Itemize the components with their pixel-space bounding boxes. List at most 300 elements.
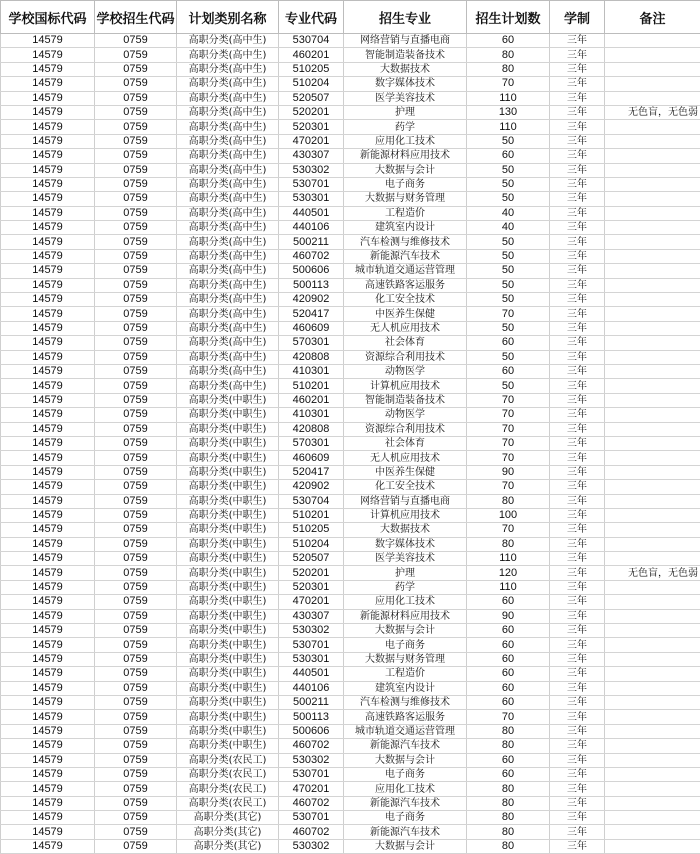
cell-plan-category: 高职分类(中职生) [177,695,279,709]
table-row [1,566,700,580]
cell-remarks [605,652,700,666]
cell-school-national-code: 14579 [1,652,95,666]
cell-major-code: 460201 [279,393,344,407]
cell-school-admission-code: 0759 [95,77,177,91]
cell-plan-category: 高职分类(中职生) [177,667,279,681]
table-row [1,825,700,839]
cell-major-name: 应用化工技术 [344,595,467,609]
cell-plan-category: 高职分类(高中生) [177,293,279,307]
table-row [1,264,700,278]
cell-major-code: 460702 [279,249,344,263]
cell-plan-count: 80 [467,796,550,810]
cell-remarks [605,638,700,652]
cell-school-admission-code: 0759 [95,839,177,853]
cell-school-national-code: 14579 [1,508,95,522]
table-row [1,62,700,76]
table-row [1,221,700,235]
cell-plan-category: 高职分类(高中生) [177,177,279,191]
cell-major-name: 城市轨道交通运营管理 [344,264,467,278]
cell-plan-count: 80 [467,739,550,753]
cell-duration: 三年 [550,134,605,148]
cell-school-national-code: 14579 [1,278,95,292]
cell-major-name: 电子商务 [344,811,467,825]
cell-plan-count: 70 [467,307,550,321]
table-row [1,552,700,566]
cell-remarks [605,321,700,335]
cell-school-admission-code: 0759 [95,796,177,810]
cell-remarks [605,796,700,810]
cell-plan-count: 70 [467,710,550,724]
cell-school-admission-code: 0759 [95,566,177,580]
cell-remarks [605,767,700,781]
cell-school-admission-code: 0759 [95,249,177,263]
cell-remarks [605,753,700,767]
cell-remarks [605,62,700,76]
cell-remarks [605,681,700,695]
cell-plan-count: 110 [467,580,550,594]
cell-school-national-code: 14579 [1,609,95,623]
cell-school-admission-code: 0759 [95,206,177,220]
cell-school-admission-code: 0759 [95,465,177,479]
cell-school-national-code: 14579 [1,739,95,753]
cell-school-admission-code: 0759 [95,192,177,206]
cell-school-admission-code: 0759 [95,163,177,177]
table-row [1,307,700,321]
cell-plan-count: 50 [467,293,550,307]
cell-plan-category: 高职分类(高中生) [177,192,279,206]
cell-school-national-code: 14579 [1,91,95,105]
cell-duration: 三年 [550,206,605,220]
cell-remarks [605,580,700,594]
table-row [1,609,700,623]
table-row [1,652,700,666]
cell-plan-count: 50 [467,235,550,249]
cell-plan-category: 高职分类(中职生) [177,681,279,695]
cell-remarks [605,595,700,609]
cell-school-national-code: 14579 [1,163,95,177]
cell-major-name: 新能源汽车技术 [344,249,467,263]
cell-school-admission-code: 0759 [95,336,177,350]
cell-school-admission-code: 0759 [95,739,177,753]
cell-plan-count: 50 [467,379,550,393]
cell-major-name: 大数据技术 [344,523,467,537]
cell-major-name: 无人机应用技术 [344,451,467,465]
cell-school-national-code: 14579 [1,638,95,652]
cell-major-code: 500113 [279,278,344,292]
cell-major-code: 510201 [279,379,344,393]
cell-major-code: 510201 [279,508,344,522]
header-duration: 学制 [550,1,605,34]
cell-major-name: 工程造价 [344,667,467,681]
cell-school-national-code: 14579 [1,695,95,709]
cell-school-admission-code: 0759 [95,638,177,652]
cell-school-national-code: 14579 [1,537,95,551]
cell-plan-count: 50 [467,278,550,292]
cell-plan-category: 高职分类(中职生) [177,624,279,638]
cell-major-name: 新能源材料应用技术 [344,609,467,623]
cell-duration: 三年 [550,336,605,350]
cell-major-name: 护理 [344,566,467,580]
table-row [1,408,700,422]
cell-duration: 三年 [550,523,605,537]
table-row [1,451,700,465]
table-row [1,149,700,163]
cell-duration: 三年 [550,667,605,681]
cell-school-national-code: 14579 [1,436,95,450]
cell-plan-count: 70 [467,480,550,494]
cell-major-code: 420902 [279,293,344,307]
cell-plan-count: 60 [467,34,550,48]
cell-remarks [605,336,700,350]
cell-major-code: 440106 [279,221,344,235]
cell-duration: 三年 [550,710,605,724]
cell-plan-category: 高职分类(中职生) [177,494,279,508]
cell-plan-category: 高职分类(中职生) [177,580,279,594]
cell-remarks [605,523,700,537]
cell-school-admission-code: 0759 [95,350,177,364]
cell-school-admission-code: 0759 [95,480,177,494]
cell-major-name: 大数据与会计 [344,163,467,177]
cell-plan-category: 高职分类(中职生) [177,710,279,724]
cell-duration: 三年 [550,552,605,566]
table-row [1,811,700,825]
cell-school-national-code: 14579 [1,480,95,494]
cell-plan-category: 高职分类(中职生) [177,552,279,566]
cell-major-code: 420902 [279,480,344,494]
table-row [1,422,700,436]
cell-major-name: 药学 [344,120,467,134]
header-plan-category: 计划类别名称 [177,1,279,34]
cell-major-name: 医学美容技术 [344,552,467,566]
cell-remarks [605,34,700,48]
cell-school-national-code: 14579 [1,293,95,307]
cell-remarks [605,177,700,191]
cell-plan-category: 高职分类(中职生) [177,436,279,450]
cell-major-code: 530704 [279,494,344,508]
cell-remarks [605,724,700,738]
cell-school-national-code: 14579 [1,552,95,566]
cell-major-code: 420808 [279,422,344,436]
cell-remarks [605,624,700,638]
cell-major-code: 500606 [279,724,344,738]
cell-plan-category: 高职分类(高中生) [177,105,279,119]
cell-major-name: 新能源汽车技术 [344,796,467,810]
cell-plan-count: 70 [467,393,550,407]
cell-remarks [605,235,700,249]
cell-plan-category: 高职分类(农民工) [177,753,279,767]
cell-duration: 三年 [550,105,605,119]
cell-major-code: 530701 [279,177,344,191]
cell-major-name: 医学美容技术 [344,91,467,105]
cell-plan-count: 50 [467,177,550,191]
cell-school-admission-code: 0759 [95,91,177,105]
cell-school-admission-code: 0759 [95,436,177,450]
cell-major-name: 中医养生保健 [344,307,467,321]
table-row [1,206,700,220]
cell-plan-count: 50 [467,163,550,177]
cell-school-national-code: 14579 [1,710,95,724]
cell-plan-category: 高职分类(高中生) [177,62,279,76]
cell-plan-category: 高职分类(中职生) [177,609,279,623]
header-major-code: 专业代码 [279,1,344,34]
cell-plan-category: 高职分类(高中生) [177,163,279,177]
cell-school-national-code: 14579 [1,307,95,321]
cell-school-admission-code: 0759 [95,364,177,378]
table-row [1,48,700,62]
cell-school-national-code: 14579 [1,336,95,350]
cell-school-admission-code: 0759 [95,408,177,422]
cell-duration: 三年 [550,48,605,62]
cell-school-admission-code: 0759 [95,494,177,508]
cell-duration: 三年 [550,307,605,321]
cell-school-national-code: 14579 [1,393,95,407]
cell-school-national-code: 14579 [1,782,95,796]
cell-plan-category: 高职分类(其它) [177,839,279,853]
table-row [1,336,700,350]
cell-duration: 三年 [550,537,605,551]
cell-major-code: 460702 [279,825,344,839]
table-row [1,739,700,753]
cell-plan-category: 高职分类(中职生) [177,739,279,753]
cell-plan-count: 60 [467,364,550,378]
cell-duration: 三年 [550,465,605,479]
cell-plan-count: 110 [467,552,550,566]
cell-plan-category: 高职分类(农民工) [177,796,279,810]
cell-plan-count: 60 [467,667,550,681]
cell-school-national-code: 14579 [1,624,95,638]
cell-school-national-code: 14579 [1,681,95,695]
cell-plan-count: 70 [467,408,550,422]
cell-duration: 三年 [550,825,605,839]
cell-duration: 三年 [550,580,605,594]
cell-duration: 三年 [550,149,605,163]
table-row [1,695,700,709]
cell-remarks [605,451,700,465]
cell-remarks [605,134,700,148]
cell-major-code: 510205 [279,62,344,76]
cell-remarks: 无色盲，无色弱 [605,566,700,580]
cell-duration: 三年 [550,364,605,378]
cell-remarks [605,163,700,177]
cell-major-name: 电子商务 [344,177,467,191]
cell-school-admission-code: 0759 [95,609,177,623]
cell-duration: 三年 [550,221,605,235]
cell-plan-count: 100 [467,508,550,522]
cell-school-admission-code: 0759 [95,782,177,796]
cell-duration: 三年 [550,393,605,407]
cell-school-national-code: 14579 [1,177,95,191]
cell-remarks [605,537,700,551]
cell-plan-count: 60 [467,695,550,709]
cell-remarks [605,364,700,378]
cell-major-name: 大数据与财务管理 [344,192,467,206]
cell-remarks [605,811,700,825]
cell-major-code: 460609 [279,451,344,465]
cell-major-code: 420808 [279,350,344,364]
cell-major-name: 计算机应用技术 [344,508,467,522]
cell-school-admission-code: 0759 [95,120,177,134]
cell-school-admission-code: 0759 [95,710,177,724]
cell-school-national-code: 14579 [1,235,95,249]
cell-remarks [605,221,700,235]
cell-duration: 三年 [550,681,605,695]
cell-duration: 三年 [550,695,605,709]
cell-plan-count: 60 [467,149,550,163]
cell-major-code: 570301 [279,436,344,450]
cell-school-national-code: 14579 [1,839,95,853]
table-row [1,523,700,537]
cell-remarks: 无色盲，无色弱 [605,105,700,119]
cell-duration: 三年 [550,264,605,278]
cell-duration: 三年 [550,120,605,134]
cell-school-admission-code: 0759 [95,393,177,407]
cell-duration: 三年 [550,566,605,580]
cell-major-code: 430307 [279,149,344,163]
cell-school-national-code: 14579 [1,120,95,134]
cell-plan-category: 高职分类(高中生) [177,249,279,263]
cell-duration: 三年 [550,595,605,609]
cell-remarks [605,480,700,494]
cell-school-national-code: 14579 [1,408,95,422]
cell-school-admission-code: 0759 [95,753,177,767]
cell-major-name: 汽车检测与维修技术 [344,695,467,709]
cell-remarks [605,293,700,307]
table-row [1,724,700,738]
cell-plan-count: 60 [467,652,550,666]
cell-school-national-code: 14579 [1,105,95,119]
cell-plan-count: 50 [467,249,550,263]
cell-major-name: 计算机应用技术 [344,379,467,393]
cell-school-national-code: 14579 [1,221,95,235]
cell-school-admission-code: 0759 [95,221,177,235]
cell-remarks [605,393,700,407]
cell-remarks [605,552,700,566]
cell-plan-count: 50 [467,321,550,335]
cell-major-code: 460201 [279,48,344,62]
cell-remarks [605,149,700,163]
cell-remarks [605,48,700,62]
cell-remarks [605,192,700,206]
cell-major-name: 应用化工技术 [344,782,467,796]
cell-plan-category: 高职分类(其它) [177,825,279,839]
cell-duration: 三年 [550,652,605,666]
cell-duration: 三年 [550,321,605,335]
cell-school-admission-code: 0759 [95,278,177,292]
cell-remarks [605,508,700,522]
cell-plan-category: 高职分类(高中生) [177,379,279,393]
cell-school-national-code: 14579 [1,77,95,91]
cell-major-name: 化工安全技术 [344,480,467,494]
cell-major-code: 530302 [279,839,344,853]
cell-school-admission-code: 0759 [95,825,177,839]
cell-duration: 三年 [550,293,605,307]
cell-plan-count: 50 [467,350,550,364]
cell-school-national-code: 14579 [1,62,95,76]
cell-remarks [605,91,700,105]
table-row [1,710,700,724]
cell-plan-count: 70 [467,77,550,91]
cell-major-code: 430307 [279,609,344,623]
table-row [1,393,700,407]
cell-school-national-code: 14579 [1,149,95,163]
cell-plan-category: 高职分类(中职生) [177,537,279,551]
cell-remarks [605,264,700,278]
cell-plan-count: 60 [467,681,550,695]
cell-school-admission-code: 0759 [95,523,177,537]
cell-plan-count: 120 [467,566,550,580]
cell-school-national-code: 14579 [1,724,95,738]
cell-major-name: 数字媒体技术 [344,537,467,551]
cell-plan-category: 高职分类(中职生) [177,451,279,465]
cell-major-name: 高速铁路客运服务 [344,710,467,724]
cell-duration: 三年 [550,624,605,638]
cell-major-code: 520507 [279,91,344,105]
cell-major-name: 化工安全技术 [344,293,467,307]
cell-duration: 三年 [550,379,605,393]
cell-school-admission-code: 0759 [95,321,177,335]
cell-plan-count: 60 [467,336,550,350]
table-row [1,134,700,148]
cell-school-national-code: 14579 [1,494,95,508]
cell-major-name: 汽车检测与维修技术 [344,235,467,249]
cell-major-name: 动物医学 [344,364,467,378]
cell-remarks [605,206,700,220]
cell-major-code: 530701 [279,767,344,781]
cell-plan-category: 高职分类(高中生) [177,34,279,48]
cell-school-national-code: 14579 [1,321,95,335]
cell-school-national-code: 14579 [1,364,95,378]
cell-school-admission-code: 0759 [95,149,177,163]
table-row [1,177,700,191]
cell-school-admission-code: 0759 [95,652,177,666]
cell-plan-count: 70 [467,523,550,537]
cell-duration: 三年 [550,77,605,91]
cell-plan-count: 60 [467,638,550,652]
cell-major-name: 工程造价 [344,206,467,220]
cell-major-name: 高速铁路客运服务 [344,278,467,292]
cell-major-code: 440501 [279,206,344,220]
cell-major-name: 大数据与会计 [344,839,467,853]
cell-duration: 三年 [550,782,605,796]
cell-duration: 三年 [550,508,605,522]
cell-major-code: 470201 [279,782,344,796]
cell-duration: 三年 [550,408,605,422]
cell-school-national-code: 14579 [1,753,95,767]
cell-duration: 三年 [550,724,605,738]
cell-major-name: 建筑室内设计 [344,221,467,235]
cell-school-admission-code: 0759 [95,537,177,551]
cell-major-name: 资源综合利用技术 [344,350,467,364]
cell-plan-category: 高职分类(中职生) [177,724,279,738]
cell-major-name: 建筑室内设计 [344,681,467,695]
cell-major-code: 410301 [279,364,344,378]
cell-plan-category: 高职分类(高中生) [177,264,279,278]
cell-remarks [605,249,700,263]
cell-duration: 三年 [550,192,605,206]
cell-plan-category: 高职分类(中职生) [177,566,279,580]
table-row [1,91,700,105]
cell-major-name: 大数据技术 [344,62,467,76]
cell-plan-category: 高职分类(高中生) [177,336,279,350]
cell-plan-category: 高职分类(高中生) [177,134,279,148]
cell-duration: 三年 [550,249,605,263]
cell-plan-category: 高职分类(农民工) [177,767,279,781]
table-row [1,796,700,810]
cell-plan-category: 高职分类(高中生) [177,321,279,335]
cell-duration: 三年 [550,235,605,249]
cell-plan-category: 高职分类(高中生) [177,120,279,134]
cell-school-admission-code: 0759 [95,62,177,76]
